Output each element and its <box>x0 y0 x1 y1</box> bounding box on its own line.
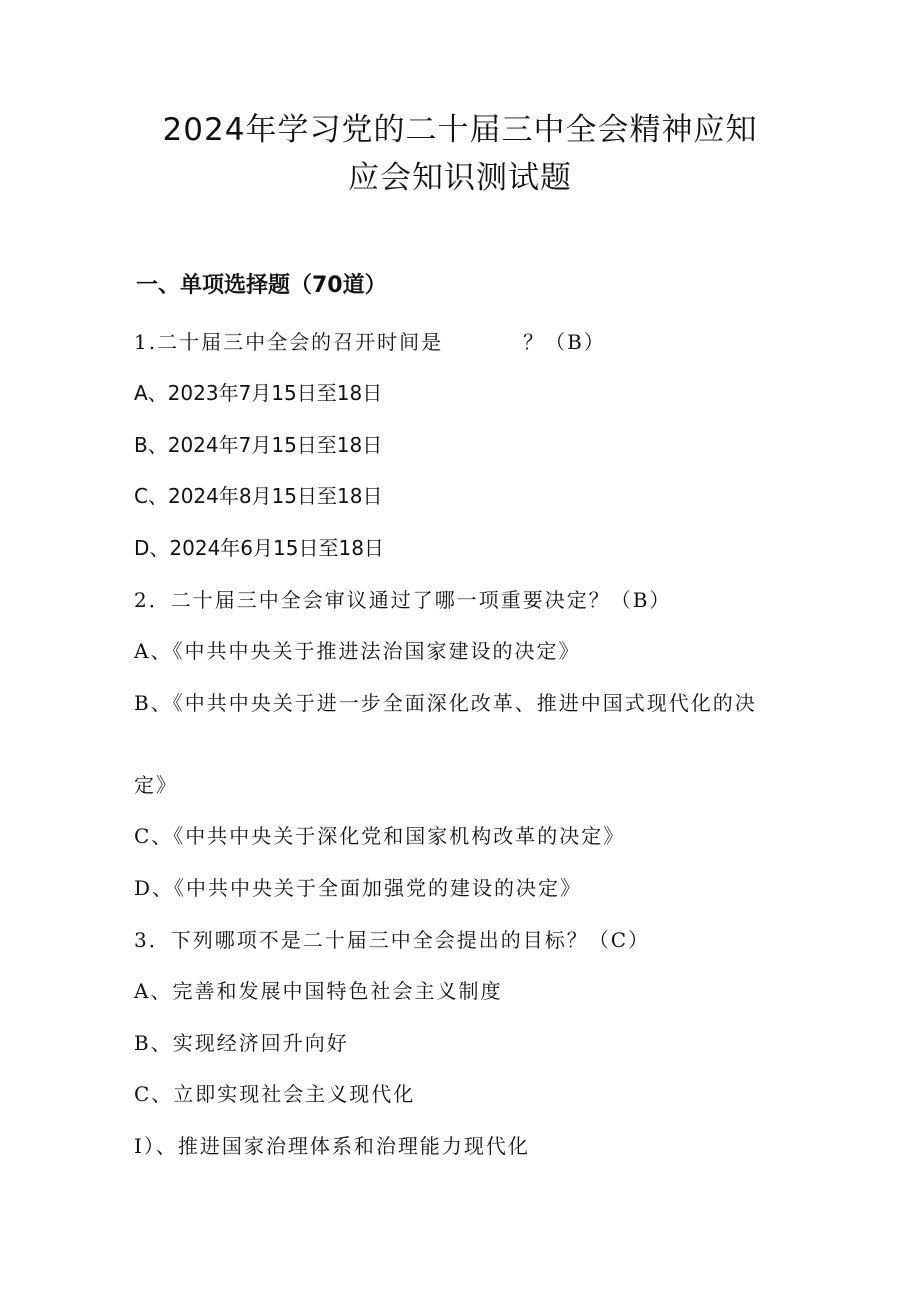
document-title-line-1: 2024年学习党的二十届三中全会精神应知 <box>162 112 758 148</box>
question-3-option-b: B、实现经济回升向好 <box>134 1031 349 1055</box>
question-3-option-d: I）、推进国家治理体系和治理能力现代化 <box>134 1134 530 1158</box>
question-1-option-d: D、2024年6月15日至18日 <box>134 536 384 560</box>
question-2-option-a: A、《中共中央关于推进法治国家建设的决定》 <box>134 639 581 663</box>
question-1-option-b: B、2024年7月15日至18日 <box>134 433 383 457</box>
question-2-option-b-continued: 定》 <box>134 773 178 797</box>
question-2-option-b: B、《中共中央关于进一步全面深化改革、推进中国式现代化的决 <box>134 691 757 715</box>
question-1-stem: 1.二十届三中全会的召开时间是 <box>134 330 444 354</box>
question-1-answer: ？（B） <box>523 330 606 354</box>
question-3-option-a: A、完善和发展中国特色社会主义制度 <box>134 979 503 1003</box>
question-3-stem: 3．下列哪项不是二十届三中全会提出的目标？（C） <box>134 928 651 952</box>
question-2-stem: 2．二十届三中全会审议通过了哪一项重要决定？（B） <box>134 588 672 612</box>
question-1-stem-line <box>134 327 606 357</box>
question-1-option-c: C、2024年8月15日至18日 <box>134 484 383 508</box>
document-title-line-2: 应会知识测试题 <box>348 160 572 196</box>
question-2-option-d: D、《中共中央关于全面加强党的建设的决定》 <box>134 876 583 900</box>
question-3-option-c: C、立即实现社会主义现代化 <box>134 1082 416 1106</box>
section-heading: 一、单项选择题（70道） <box>136 273 387 298</box>
question-1-option-a: A、2023年7月15日至18日 <box>134 381 383 405</box>
question-2-option-c: C、《中共中央关于深化党和国家机构改革的决定》 <box>134 824 626 848</box>
